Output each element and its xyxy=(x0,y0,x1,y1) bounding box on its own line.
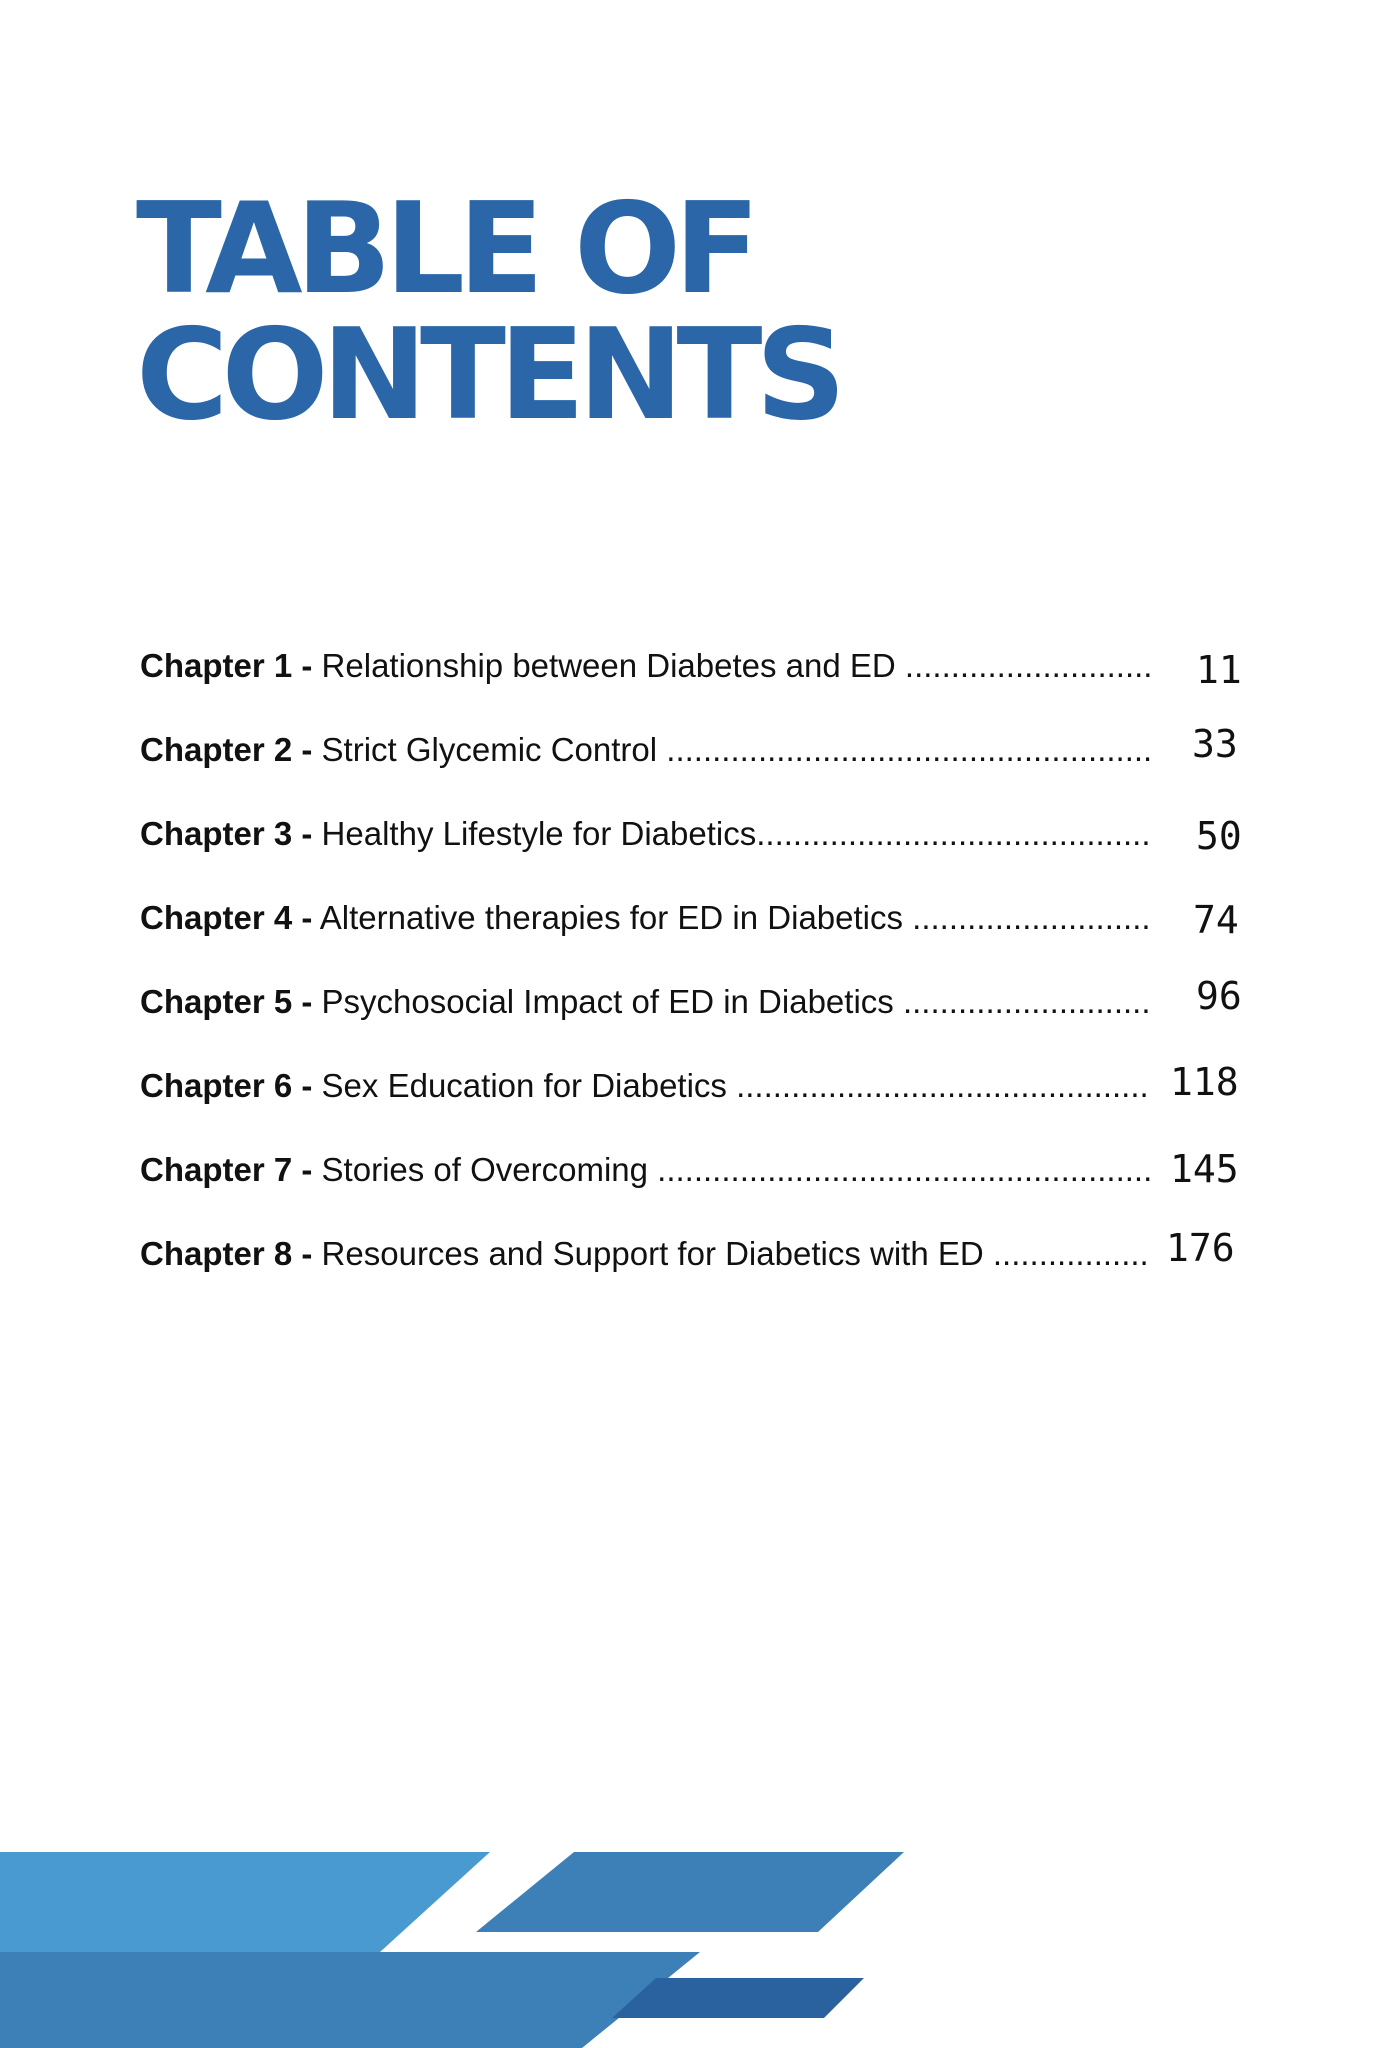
toc-entry-chapter-6[interactable] xyxy=(140,1060,1260,1148)
toc-entry-chapter-7[interactable] xyxy=(140,1148,1260,1232)
toc-entry-chapter-5[interactable] xyxy=(140,974,1260,1064)
table-of-contents xyxy=(140,644,1260,1316)
page-number: 74 xyxy=(1193,898,1239,942)
stripe-mid-right xyxy=(476,1852,904,1932)
stripe-light-left xyxy=(0,1852,490,1952)
toc-entry-chapter-3[interactable] xyxy=(140,812,1260,896)
toc-entry-chapter-1[interactable] xyxy=(140,644,1260,728)
page-number: 96 xyxy=(1196,974,1242,1018)
dot-leader: ........................... xyxy=(904,647,1153,684)
decorative-blue-stripes xyxy=(0,1848,1378,2048)
chapter-label: Chapter 8 - xyxy=(140,1235,313,1272)
chapter-label: Chapter 7 - xyxy=(140,1151,313,1188)
dot-leader: .......................... xyxy=(912,899,1151,936)
toc-entry-chapter-4[interactable] xyxy=(140,896,1260,980)
chapter-title: Sex Education for Diabetics xyxy=(321,1067,737,1104)
page-title xyxy=(136,175,840,448)
stripe-mid-left xyxy=(0,1952,700,2048)
page-number: 118 xyxy=(1170,1060,1239,1104)
chapter-label: Chapter 2 - xyxy=(140,731,313,768)
page-number: 11 xyxy=(1196,648,1242,692)
stripe-dark-right xyxy=(612,1978,864,2018)
dot-leader: ..................................................... xyxy=(666,731,1153,768)
chapter-title: Strict Glycemic Control xyxy=(321,731,667,768)
chapter-title: Healthy Lifestyle for Diabetics xyxy=(321,815,757,852)
dot-leader: ........................................... xyxy=(756,815,1151,852)
dot-leader: ............................................. xyxy=(736,1067,1149,1104)
chapter-title: Stories of Overcoming xyxy=(321,1151,658,1188)
chapter-label: Chapter 1 - xyxy=(140,647,313,684)
chapter-title: Psychosocial Impact of ED in Diabetics xyxy=(321,983,903,1020)
chapter-title: Alternative therapies for ED in Diabetics xyxy=(319,899,913,936)
page-title-line-1: TABLE OF xyxy=(136,175,754,322)
toc-entry-chapter-2[interactable] xyxy=(140,722,1260,812)
page-title-line-2: CONTENTS xyxy=(136,301,840,448)
chapter-label: Chapter 3 - xyxy=(140,815,313,852)
dot-leader: ................. xyxy=(992,1235,1149,1272)
chapter-title: Resources and Support for Diabetics with ED xyxy=(321,1235,993,1272)
chapter-label: Chapter 6 - xyxy=(140,1067,313,1104)
page-number: 50 xyxy=(1196,814,1242,858)
chapter-label: Chapter 4 - xyxy=(140,899,313,936)
page-number: 145 xyxy=(1170,1147,1239,1191)
chapter-title: Relationship between Diabetes and ED xyxy=(321,647,905,684)
dot-leader: ...................................................... xyxy=(657,1151,1153,1188)
page-number: 33 xyxy=(1192,722,1238,766)
toc-entry-chapter-8[interactable] xyxy=(140,1226,1260,1316)
dot-leader: ........................... xyxy=(902,983,1151,1020)
chapter-label: Chapter 5 - xyxy=(140,983,313,1020)
page-number: 176 xyxy=(1166,1226,1235,1270)
